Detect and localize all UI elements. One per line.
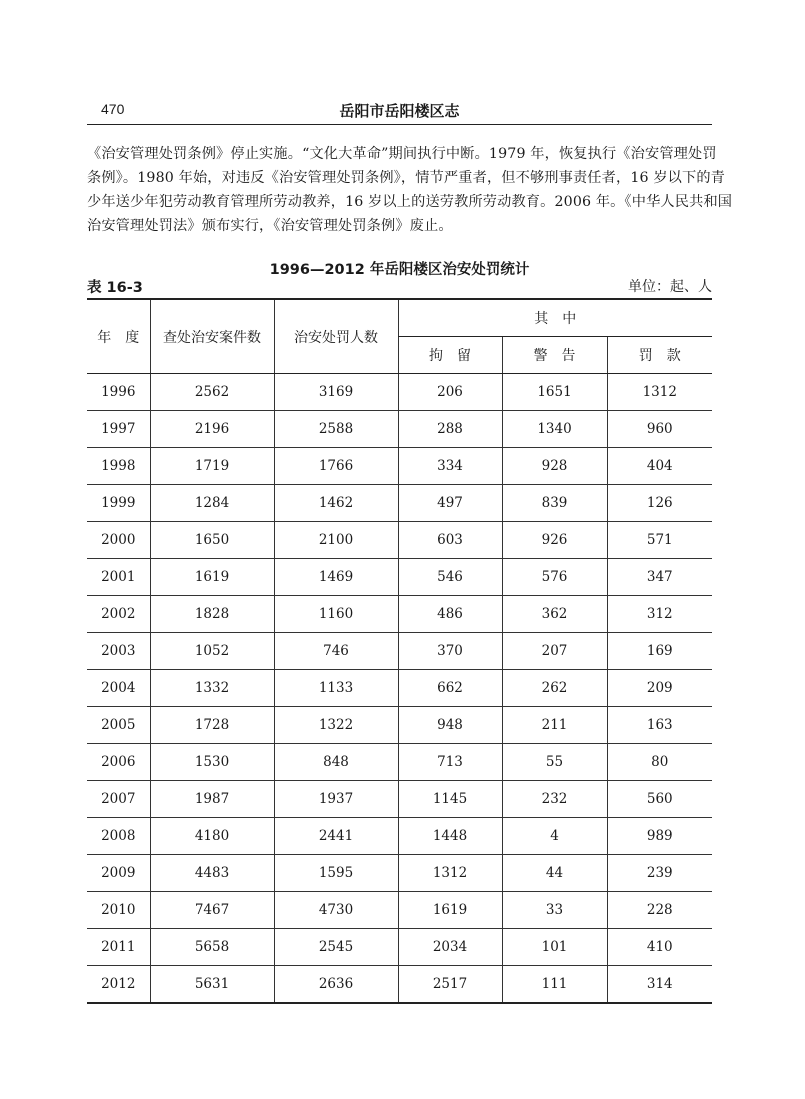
table-row [87, 596, 712, 633]
year-cell: 1997 [87, 411, 150, 448]
fine-cell: 314 [607, 966, 712, 1004]
header-group: 其 中 [398, 299, 712, 337]
paragraph-line: 治安管理处罚法》颁布实行，《治安管理处罚条例》废止。 [87, 218, 453, 234]
cases-cell: 1987 [150, 781, 274, 818]
year-cell: 2010 [87, 892, 150, 929]
fine-cell: 209 [607, 670, 712, 707]
year-cell: 2003 [87, 633, 150, 670]
detention-cell: 1619 [398, 892, 502, 929]
header-year: 年 度 [87, 299, 150, 374]
persons-cell: 1469 [274, 559, 398, 596]
year-cell: 1996 [87, 374, 150, 411]
warning-cell: 839 [502, 485, 607, 522]
warning-cell: 362 [502, 596, 607, 633]
fine-cell: 347 [607, 559, 712, 596]
paragraph-line: 少年送少年犯劳动教育管理所劳动教养，16 岁以上的送劳教所劳动教育。2006 年。《中华人民共和国 [87, 194, 733, 210]
fine-cell: 404 [607, 448, 712, 485]
detention-cell: 288 [398, 411, 502, 448]
table-row [87, 929, 712, 966]
table-row [87, 744, 712, 781]
year-cell: 2005 [87, 707, 150, 744]
persons-cell: 1937 [274, 781, 398, 818]
table-row [87, 522, 712, 559]
persons-cell: 1322 [274, 707, 398, 744]
persons-cell: 1595 [274, 855, 398, 892]
table-label: 表 16-3 [87, 280, 143, 296]
body-paragraph [87, 142, 733, 238]
detention-cell: 1145 [398, 781, 502, 818]
persons-cell: 1160 [274, 596, 398, 633]
persons-cell: 848 [274, 744, 398, 781]
cases-cell: 1619 [150, 559, 274, 596]
detention-cell: 2517 [398, 966, 502, 1004]
warning-cell: 55 [502, 744, 607, 781]
year-cell: 2000 [87, 522, 150, 559]
warning-cell: 262 [502, 670, 607, 707]
fine-cell: 1312 [607, 374, 712, 411]
fine-cell: 239 [607, 855, 712, 892]
table-row [87, 781, 712, 818]
fine-cell: 163 [607, 707, 712, 744]
warning-cell: 926 [502, 522, 607, 559]
table-row [87, 448, 712, 485]
page-header [87, 96, 712, 125]
warning-cell: 211 [502, 707, 607, 744]
detention-cell: 713 [398, 744, 502, 781]
persons-cell: 2545 [274, 929, 398, 966]
detention-cell: 1448 [398, 818, 502, 855]
detention-cell: 1312 [398, 855, 502, 892]
warning-cell: 928 [502, 448, 607, 485]
fine-cell: 560 [607, 781, 712, 818]
fine-cell: 169 [607, 633, 712, 670]
table-row [87, 559, 712, 596]
cases-cell: 2196 [150, 411, 274, 448]
page-number: 470 [101, 101, 125, 117]
detention-cell: 603 [398, 522, 502, 559]
persons-cell: 1766 [274, 448, 398, 485]
fine-cell: 126 [607, 485, 712, 522]
fine-cell: 410 [607, 929, 712, 966]
cases-cell: 2562 [150, 374, 274, 411]
fine-cell: 960 [607, 411, 712, 448]
table-row [87, 707, 712, 744]
cases-cell: 5631 [150, 966, 274, 1004]
table-row [87, 855, 712, 892]
book-title: 岳阳市岳阳楼区志 [339, 102, 460, 120]
header-persons: 治安处罚人数 [274, 299, 398, 374]
warning-cell: 1340 [502, 411, 607, 448]
header-detention: 拘 留 [398, 337, 502, 374]
cases-cell: 1530 [150, 744, 274, 781]
statistics-table [87, 298, 712, 1004]
table-row [87, 374, 712, 411]
cases-cell: 1728 [150, 707, 274, 744]
warning-cell: 1651 [502, 374, 607, 411]
cases-cell: 1650 [150, 522, 274, 559]
detention-cell: 662 [398, 670, 502, 707]
warning-cell: 4 [502, 818, 607, 855]
year-cell: 2007 [87, 781, 150, 818]
header-fine: 罚 款 [607, 337, 712, 374]
year-cell: 2008 [87, 818, 150, 855]
persons-cell: 2636 [274, 966, 398, 1004]
fine-cell: 312 [607, 596, 712, 633]
persons-cell: 1133 [274, 670, 398, 707]
cases-cell: 7467 [150, 892, 274, 929]
warning-cell: 33 [502, 892, 607, 929]
persons-cell: 4730 [274, 892, 398, 929]
table-title: 1996—2012 年岳阳楼区治安处罚统计 [269, 262, 530, 278]
persons-cell: 2441 [274, 818, 398, 855]
fine-cell: 989 [607, 818, 712, 855]
cases-cell: 1719 [150, 448, 274, 485]
table-row [87, 966, 712, 1004]
persons-cell: 2100 [274, 522, 398, 559]
cases-cell: 4483 [150, 855, 274, 892]
header-warning: 警 告 [502, 337, 607, 374]
cases-cell: 1828 [150, 596, 274, 633]
warning-cell: 232 [502, 781, 607, 818]
detention-cell: 334 [398, 448, 502, 485]
year-cell: 2002 [87, 596, 150, 633]
cases-cell: 5658 [150, 929, 274, 966]
table-row [87, 485, 712, 522]
paragraph-line: 条例》。1980 年始，对违反《治安管理处罚条例》，情节严重者，但不够刑事责任者，16 岁以下的青 [87, 170, 726, 186]
year-cell: 2009 [87, 855, 150, 892]
table-row [87, 633, 712, 670]
warning-cell: 101 [502, 929, 607, 966]
cases-cell: 4180 [150, 818, 274, 855]
detention-cell: 206 [398, 374, 502, 411]
detention-cell: 2034 [398, 929, 502, 966]
cases-cell: 1052 [150, 633, 274, 670]
year-cell: 1998 [87, 448, 150, 485]
detention-cell: 370 [398, 633, 502, 670]
paragraph-line: 《治安管理处罚条例》停止实施。“文化大革命”期间执行中断。1979 年，恢复执行《治安管理处罚 [87, 146, 717, 162]
persons-cell: 2588 [274, 411, 398, 448]
table-row [87, 818, 712, 855]
detention-cell: 546 [398, 559, 502, 596]
fine-cell: 80 [607, 744, 712, 781]
cases-cell: 1332 [150, 670, 274, 707]
table-unit: 单位：起、人 [628, 279, 712, 295]
year-cell: 2004 [87, 670, 150, 707]
warning-cell: 44 [502, 855, 607, 892]
table-row [87, 411, 712, 448]
detention-cell: 497 [398, 485, 502, 522]
fine-cell: 228 [607, 892, 712, 929]
year-cell: 2012 [101, 976, 136, 992]
year-cell: 2011 [87, 929, 150, 966]
persons-cell: 1462 [274, 485, 398, 522]
warning-cell: 207 [502, 633, 607, 670]
table-body [87, 374, 712, 1004]
detention-cell: 948 [398, 707, 502, 744]
year-cell: 2006 [87, 744, 150, 781]
header-cases: 查处治安案件数 [150, 299, 274, 374]
table-row [87, 892, 712, 929]
warning-cell: 576 [502, 559, 607, 596]
persons-cell: 746 [274, 633, 398, 670]
fine-cell: 571 [607, 522, 712, 559]
year-cell: 1999 [87, 485, 150, 522]
warning-cell: 111 [502, 966, 607, 1004]
cases-cell: 1284 [150, 485, 274, 522]
detention-cell: 486 [398, 596, 502, 633]
table-row [87, 670, 712, 707]
year-cell: 2001 [87, 559, 150, 596]
persons-cell: 3169 [274, 374, 398, 411]
